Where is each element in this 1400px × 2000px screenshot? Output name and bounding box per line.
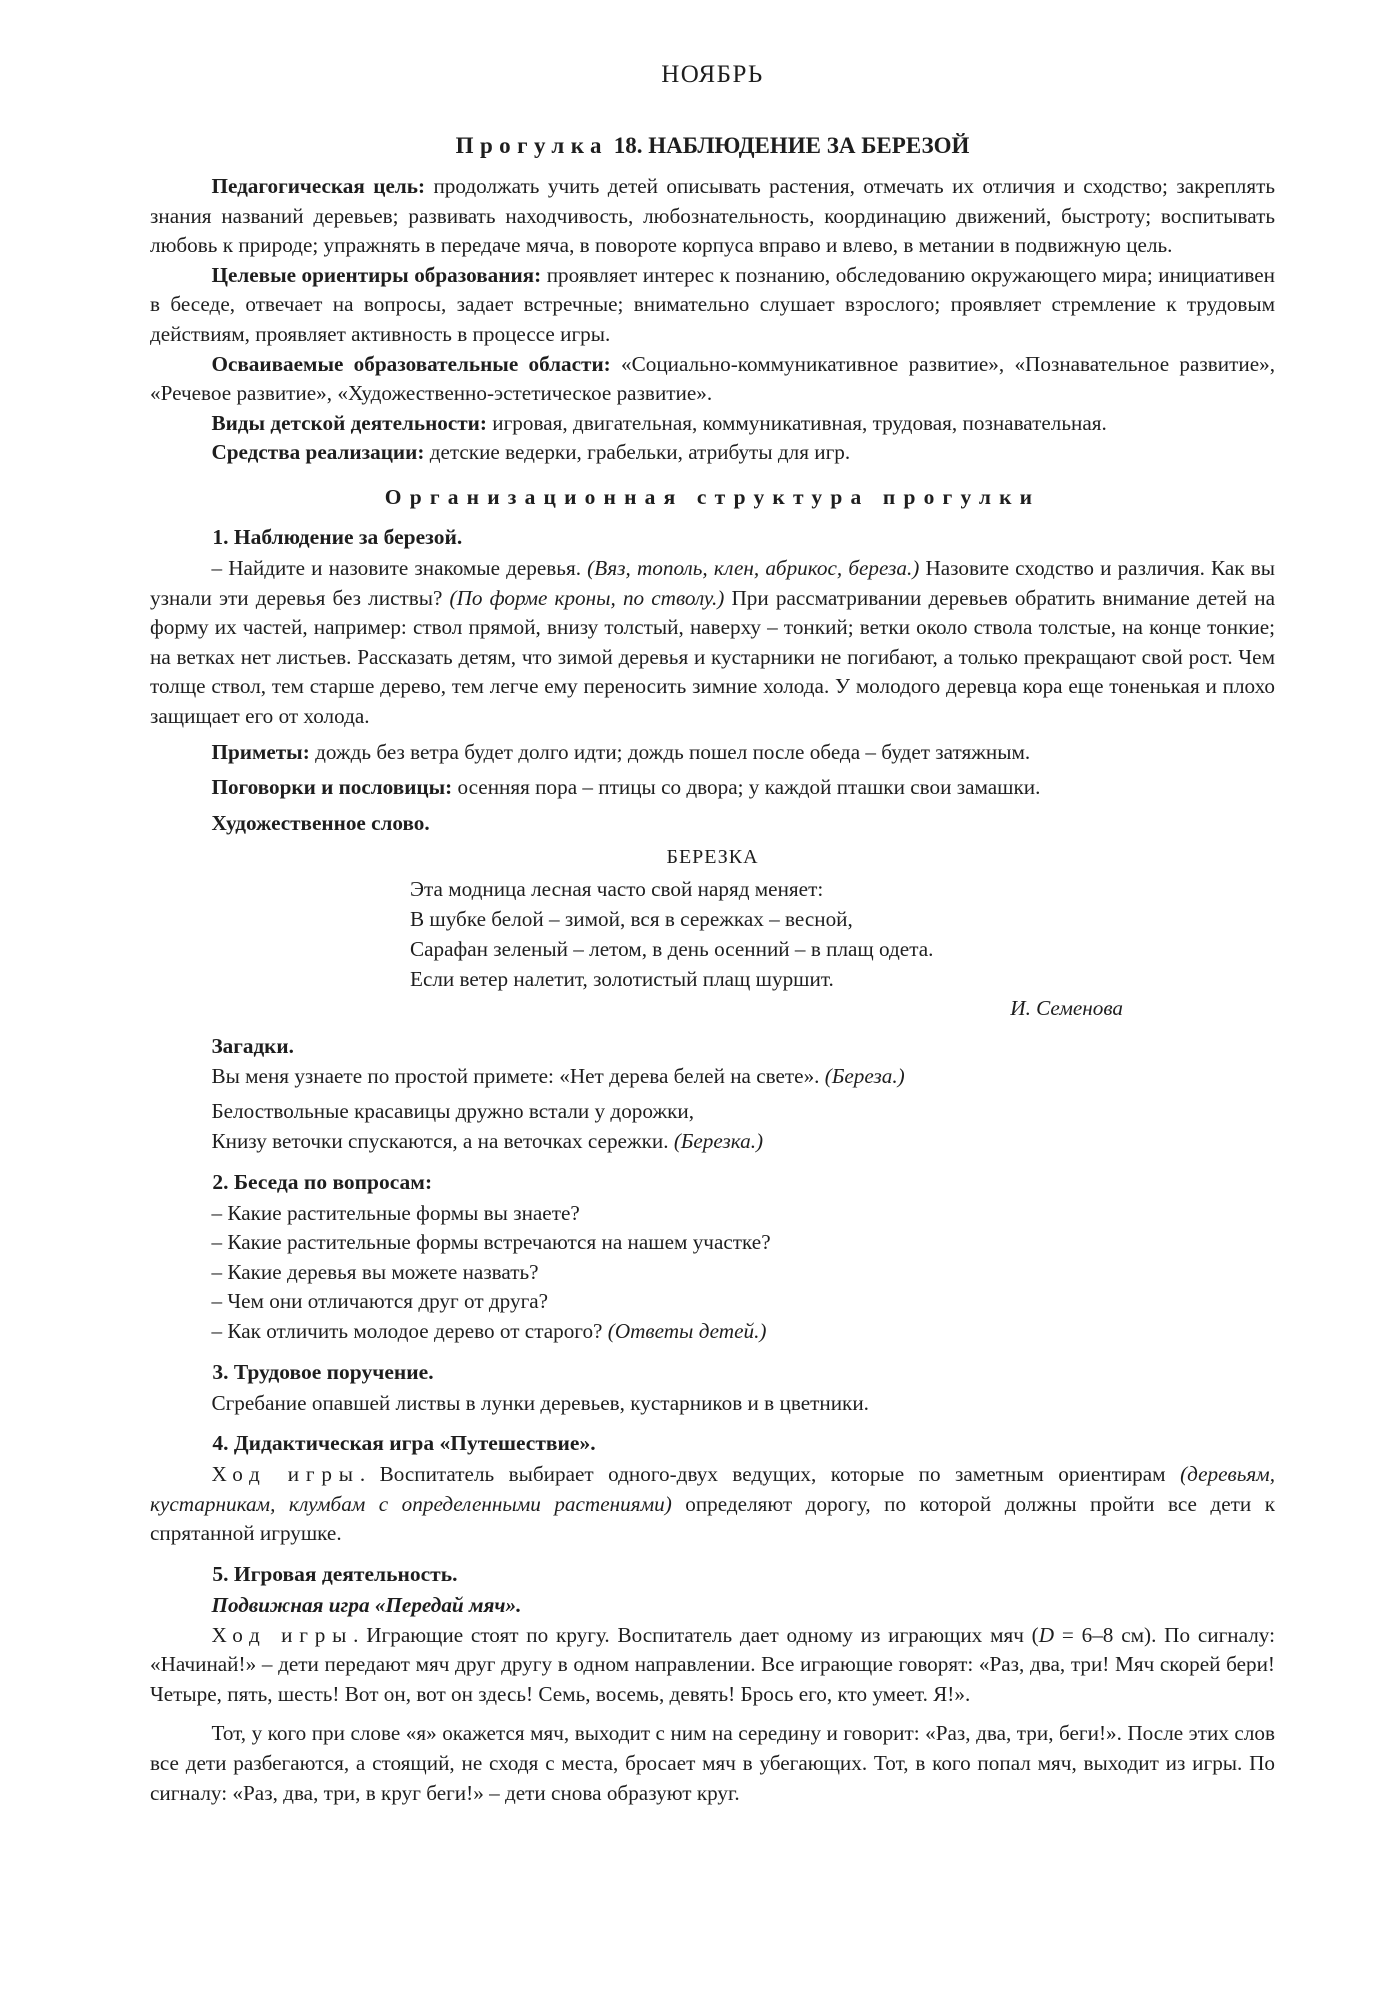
poem-author: И. Семенова xyxy=(1010,996,1123,1021)
riddle-2-line-2 xyxy=(150,1127,1275,1157)
didactic-t1: . Воспитатель выбирает одного-двух ведущих, которые по заметным ориентирам xyxy=(359,1462,1181,1487)
targets-text: проявляет интерес к познанию, обследованию окружающего мира; инициативен в беседе, отвечает на вопросы, задает встречные; внимательно слушает взрослого; проявляет стремление к трудовым действиям, проявляет активность в процессе игры. xyxy=(150,262,1275,346)
signs-text: дождь без ветра будет долго идти; дождь пошел после обеда – будет затяжным. xyxy=(309,739,1031,764)
riddle-2-line-1: Белоствольные красавицы дружно встали у дорожки, xyxy=(211,1099,695,1124)
didactic-paragraph xyxy=(150,1460,1275,1549)
signs-label: Приметы: xyxy=(211,739,310,764)
play-heading: 5. Игровая деятельность. xyxy=(212,1562,458,1586)
activities-text: игровая, двигательная, коммуникативная, трудовая, познавательная. xyxy=(486,410,1107,435)
artistic-word-heading: Художественное слово. xyxy=(211,810,430,835)
observation-t4: (По форме кроны, по стволу.) xyxy=(449,585,725,610)
walk-title xyxy=(150,130,1275,162)
didactic-course-label: Ход игры xyxy=(211,1462,360,1487)
labor-heading: 3. Трудовое поручение. xyxy=(212,1359,434,1384)
areas-paragraph xyxy=(150,350,1275,409)
structure-heading: Организационная структура прогулки xyxy=(384,484,1041,509)
didactic-t2: (деревьям, кустарникам, клумбам с определенными растениями) xyxy=(150,1462,1276,1516)
observation-t3: Назовите сходство и различия. Как вы узнали эти деревья без листвы? xyxy=(150,555,1275,610)
question-item: – Какие деревья вы можете назвать? xyxy=(211,1259,539,1284)
proverbs-text: осенняя пора – птицы со двора; у каждой пташки свои замашки. xyxy=(452,775,1041,800)
riddle-1-text: Вы меня узнаете по простой примете: «Нет дерева белей на свете». xyxy=(211,1063,825,1088)
areas-text: «Социально-коммуникативное развитие», «Познавательное развитие», «Речевое развитие», «Художественно-эстетическое развитие». xyxy=(150,351,1275,406)
riddles-heading: Загадки. xyxy=(211,1034,294,1059)
riddle-1-answer: (Береза.) xyxy=(824,1063,905,1088)
proverbs-paragraph xyxy=(150,773,1275,803)
observation-t1: – Найдите и назовите знакомые деревья. xyxy=(211,555,588,580)
question-5-answer: (Ответы детей.) xyxy=(607,1319,767,1344)
month-heading: НОЯБРЬ xyxy=(661,61,764,88)
observation-heading: 1. Наблюдение за березой. xyxy=(212,524,463,549)
poem-line: В шубке белой – зимой, вся в сережках – весной, xyxy=(410,907,853,932)
didactic-heading: 4. Дидактическая игра «Путешествие». xyxy=(212,1431,596,1456)
poem xyxy=(410,874,1275,994)
riddle-1 xyxy=(150,1062,1275,1092)
question-item: – Какие растительные формы встречаются на нашем участке? xyxy=(211,1230,771,1255)
goal-text: продолжать учить детей описывать растения, отмечать их отличия и сходство; закреплять знания названий деревьев; развивать находчивость, любознательность, координацию движений, быстроту; воспитывать любовь к природе; упражнять в передаче мяча, в повороте корпуса вправо и влево, в метании в подвижную цель. xyxy=(150,174,1275,258)
play-t1: . Играющие стоят по кругу. Воспитатель дает одному из играющих мяч ( xyxy=(353,1622,1039,1647)
observation-t2: (Вяз, тополь, клен, абрикос, береза.) xyxy=(587,555,920,580)
walk-prefix: Прогулка xyxy=(455,133,608,158)
question-5-text: – Как отличить молодое дерево от старого? xyxy=(211,1319,608,1344)
targets-paragraph xyxy=(150,261,1275,350)
riddle-2-answer: (Березка.) xyxy=(673,1129,764,1154)
means-label: Средства реализации: xyxy=(211,440,425,465)
poem-title: БЕРЕЗКА xyxy=(666,846,759,869)
question-item xyxy=(150,1317,1275,1347)
conversation-heading: 2. Беседа по вопросам: xyxy=(212,1169,433,1194)
poem-line: Если ветер налетит, золотистый плащ шуршит. xyxy=(410,967,834,992)
activities-label: Виды детской деятельности: xyxy=(211,410,487,435)
observation-paragraph xyxy=(150,554,1275,732)
play-paragraph-2: Тот, у кого при слове «я» окажется мяч, выходит с ним на середину и говорит: «Раз, два, три, беги!». После этих слов все дети разбегаются, а стоящий, не сходя с места, бросает мяч в убегающих. Тот, в кого попал мяч, выходит из игры. По сигналу: «Раз, два, три, в круг беги!» – дети снова образуют круг. xyxy=(150,1721,1275,1805)
labor-text: Сгребание опавшей листвы в лунки деревьев, кустарников и в цветники. xyxy=(211,1390,869,1415)
riddle-2-line-2-text: Книзу веточки спускаются, а на веточках сережки. xyxy=(211,1129,674,1154)
goal-paragraph xyxy=(150,172,1275,261)
play-course-label: Ход игры xyxy=(211,1622,354,1647)
question-item: – Какие растительные формы вы знаете? xyxy=(211,1200,580,1225)
play-t1-end: = 6–8 см). По сигналу: «Начинай!» – дети передают мяч друг другу в одном направлении. Все играющие говорят: «Раз, два, три! Мяч скорей бери! Четыре, пять, шесть! Вот он, вот он здесь! Семь, восемь, девять! Брось его, кто умеет. Я!». xyxy=(150,1622,1276,1706)
poem-line: Сарафан зеленый – летом, в день осенний – в плащ одета. xyxy=(410,937,934,962)
areas-label: Осваиваемые образовательные области: xyxy=(211,351,611,376)
play-game-title: Подвижная игра «Передай мяч». xyxy=(211,1593,522,1617)
proverbs-label: Поговорки и пословицы: xyxy=(211,775,453,800)
signs-paragraph xyxy=(150,738,1275,768)
observation-t5: При рассматривании деревьев обратить внимание детей на форму их частей, например: ствол прямой, внизу толстый, наверху – тонкий; ветки около ствола толстые, на конце тонкие; на ветках нет листьев. Рассказать детям, что зимой деревья и кустарники не погибают, а только прекращают свой рост. Чем толще ствол, тем старше дерево, тем легче ему переносить зимние холода. У молодого деревца кора еще тоненькая и плохо защищает его от холода. xyxy=(150,585,1275,728)
play-paragraph-1 xyxy=(150,1621,1275,1710)
goal-label: Педагогическая цель: xyxy=(211,174,426,198)
means-text: детские ведерки, грабельки, атрибуты для игр. xyxy=(424,440,851,465)
question-list xyxy=(150,1199,1275,1347)
question-item: – Чем они отличаются друг от друга? xyxy=(211,1289,549,1314)
walk-title-text: 18. НАБЛЮДЕНИЕ ЗА БЕРЕЗОЙ xyxy=(613,133,970,158)
poem-line: Эта модница лесная часто свой наряд меняет: xyxy=(410,877,824,902)
play-d-symbol: D xyxy=(1038,1622,1055,1647)
targets-label: Целевые ориентиры образования: xyxy=(211,262,542,287)
activities-paragraph xyxy=(150,409,1275,439)
riddle-2 xyxy=(150,1097,1275,1156)
means-paragraph xyxy=(150,438,1275,468)
didactic-t3: определяют дорогу, по которой должны пройти все дети к спрятанной игрушке. xyxy=(150,1491,1275,1546)
